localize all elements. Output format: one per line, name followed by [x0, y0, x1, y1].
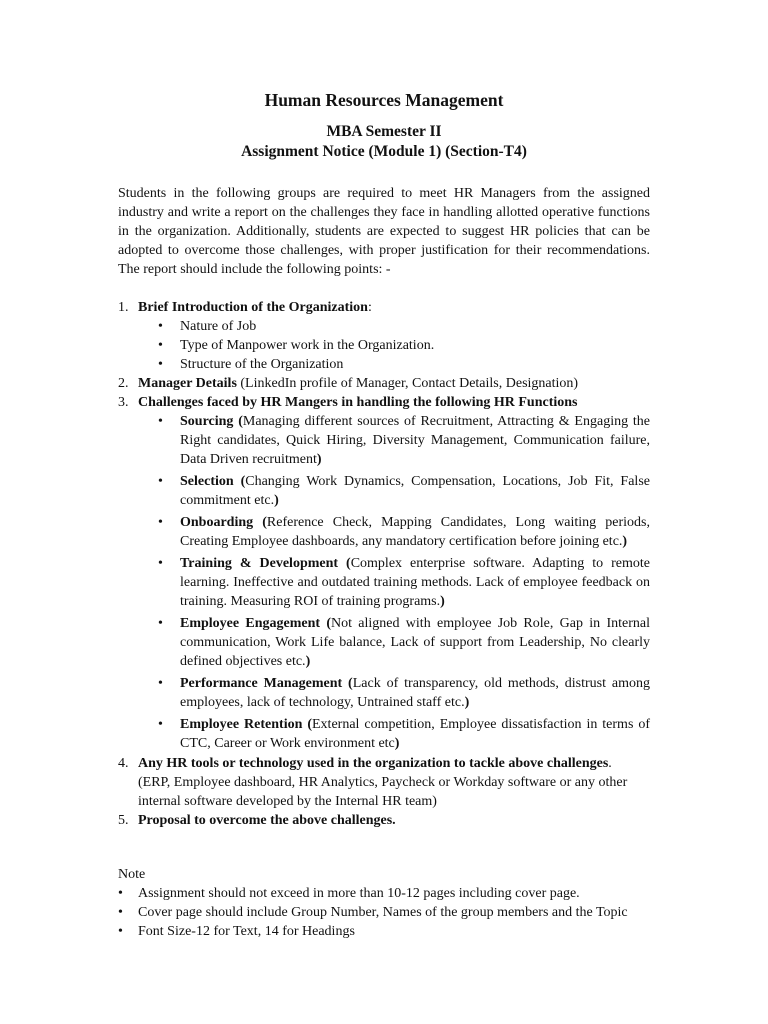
bullet-icon: • — [158, 616, 163, 631]
list-item — [118, 754, 650, 811]
function-name: Employee Retention ( — [180, 717, 312, 732]
item-text: (LinkedIn profile of Manager, Contact Details, Designation) — [236, 376, 579, 391]
bullet-icon: • — [158, 556, 163, 571]
item-heading: Brief Introduction of the Organization — [138, 300, 368, 315]
sub-list-item — [138, 355, 650, 374]
function-desc: Not aligned with employee Job Role, Gap in Internal communication, Work Life balance, Lack of support from Leadership, No clearly defined objectives etc. — [180, 616, 650, 669]
bullet-icon: • — [118, 886, 123, 901]
hr-functions-list — [138, 412, 650, 753]
list-item — [118, 298, 650, 374]
intro-paragraph: Students in the following groups are required to meet HR Managers from the assigned industry and write a report on the challenges they face in handling allotted operative functions in the organization. Additionally, students are expected to suggest HR policies that can be adopted to overcome those challenges, with proper justification for their recommendations. The report should include the following points: - — [118, 186, 650, 277]
bullet-icon: • — [158, 474, 163, 489]
note-text: Font Size-12 for Text, 14 for Headings — [138, 924, 355, 939]
document-title: Human Resources Management — [264, 90, 504, 110]
note-text: Cover page should include Group Number, Names of the group members and the Topic — [138, 905, 628, 920]
function-name: Onboarding ( — [180, 515, 267, 530]
bullet-icon: • — [158, 717, 163, 732]
item-detail: (ERP, Employee dashboard, HR Analytics, Paycheck or Workday software or any other internal software developed by the Internal HR team) — [138, 775, 628, 809]
document-subtitle-notice: Assignment Notice (Module 1) (Section-T4) — [241, 143, 527, 160]
hr-function-training — [138, 554, 650, 611]
function-close: ) — [305, 654, 311, 669]
sub-list-item — [138, 317, 650, 336]
item-number: 3. — [118, 395, 129, 410]
function-name: Selection ( — [180, 474, 246, 489]
hr-function-retention — [138, 715, 650, 753]
bullet-icon: • — [158, 414, 163, 429]
item-heading: Manager Details — [138, 376, 237, 391]
document-subtitle-semester: MBA Semester II — [326, 123, 442, 140]
item-number: 2. — [118, 376, 129, 391]
assignment-points-list — [118, 298, 650, 830]
bullet-icon: • — [158, 357, 163, 372]
function-desc: Complex enterprise software. Adapting to remote learning. Ineffective and outdated training methods. Lack of employee feedback on training. Measuring ROI of training programs. — [180, 556, 650, 609]
hr-function-selection — [138, 472, 650, 510]
function-name: Training & Development ( — [180, 556, 351, 571]
note-item — [118, 903, 650, 922]
list-item — [118, 811, 650, 830]
note-list — [118, 884, 650, 941]
function-name: Sourcing ( — [180, 414, 243, 429]
document-page — [118, 88, 650, 941]
function-desc: Lack of transparency, old methods, distrust among employees, lack of technology, Untrained staff etc. — [180, 676, 650, 710]
bullet-icon: • — [158, 515, 163, 530]
sub-item-text: Nature of Job — [180, 319, 257, 334]
function-name: Employee Engagement ( — [180, 616, 332, 631]
function-close: ) — [464, 695, 470, 710]
note-item — [118, 884, 650, 903]
bullet-icon: • — [158, 676, 163, 691]
note-item — [118, 922, 650, 941]
list-item — [118, 374, 650, 393]
hr-function-onboarding — [138, 513, 650, 551]
function-close: ) — [394, 736, 400, 751]
bullet-icon: • — [158, 338, 163, 353]
function-desc: Changing Work Dynamics, Compensation, Locations, Job Fit, False commitment etc. — [180, 474, 650, 508]
sub-item-text: Structure of the Organization — [180, 357, 344, 372]
item-number: 1. — [118, 300, 129, 315]
function-close: ) — [316, 452, 322, 467]
sub-item-text: Type of Manpower work in the Organization. — [180, 338, 435, 353]
item-text: . — [608, 756, 612, 771]
function-close: ) — [440, 594, 445, 609]
item-number: 4. — [118, 756, 129, 771]
sub-list — [138, 317, 650, 374]
item-text: : — [367, 300, 372, 315]
hr-function-performance — [138, 674, 650, 712]
bullet-icon: • — [158, 319, 163, 334]
sub-list-item — [138, 336, 650, 355]
function-desc: Managing different sources of Recruitment, Attracting & Engaging the Right candidates, Quick Hiring, Diversity Management, Communication failure, Data Driven recruitment — [180, 414, 650, 467]
item-number: 5. — [118, 813, 129, 828]
function-close: ) — [622, 534, 628, 549]
list-item — [118, 393, 650, 753]
function-name: Performance Management ( — [180, 676, 353, 691]
hr-function-sourcing — [138, 412, 650, 469]
note-text: Assignment should not exceed in more than 10-12 pages including cover page. — [138, 886, 580, 901]
function-desc: Reference Check, Mapping Candidates, Long waiting periods, Creating Employee dashboards, any mandatory certification before joining etc. — [180, 515, 650, 549]
item-heading: Challenges faced by HR Mangers in handling the following HR Functions — [138, 395, 578, 410]
item-heading: Any HR tools or technology used in the organization to tackle above challenges — [138, 756, 609, 771]
hr-function-engagement — [138, 614, 650, 671]
note-heading: Note — [118, 867, 146, 882]
function-desc: External competition, Employee dissatisfaction in terms of CTC, Career or Work environment etc — [180, 717, 651, 751]
bullet-icon: • — [118, 905, 123, 920]
item-heading: Proposal to overcome the above challenges. — [138, 813, 396, 828]
function-close: ) — [274, 493, 279, 508]
bullet-icon: • — [118, 924, 123, 939]
